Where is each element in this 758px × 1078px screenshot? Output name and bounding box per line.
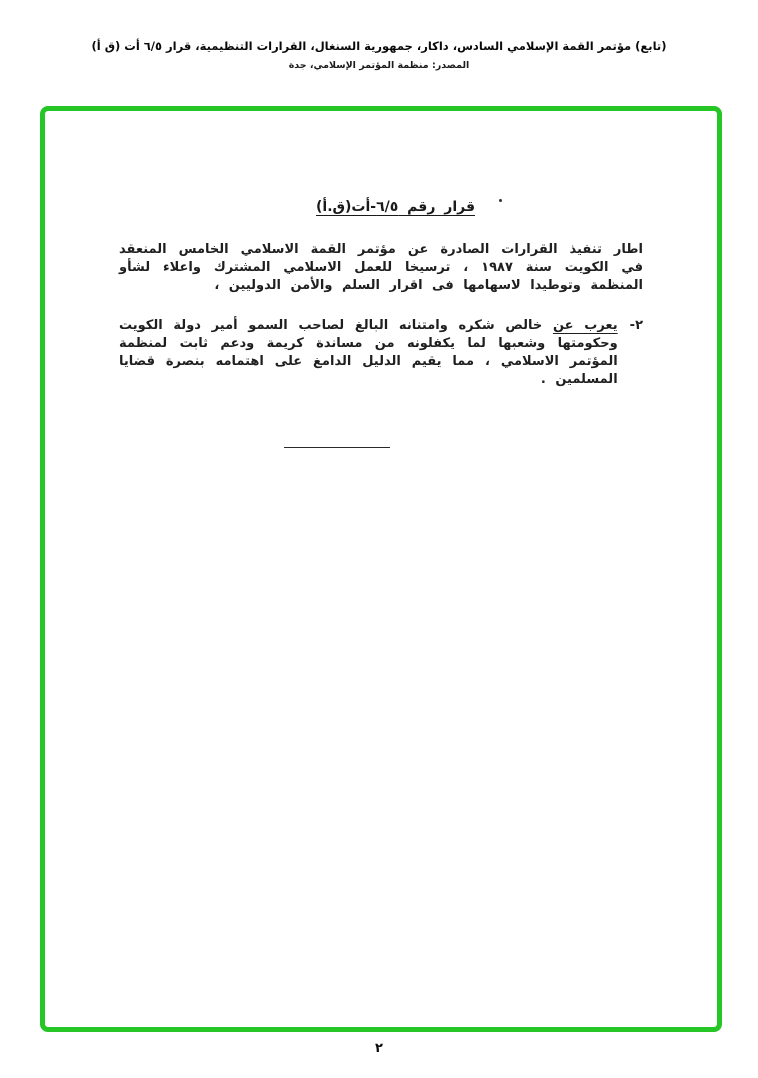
resolution-title: قرار رقم ٦/٥-أت(ق.أ): [316, 199, 475, 215]
ink-dot-artifact: [499, 199, 502, 202]
document-content: [45, 111, 717, 448]
item-2-lead-underlined: يعرب عن: [552, 318, 618, 333]
resolution-item-2: [119, 317, 643, 389]
header-citation: (تابع) مؤتمر القمة الإسلامي السادس، داكار، جمهورية السنغال، القرارات التنظيمية، قرار ٦/٥ أت (ق أ): [91, 39, 667, 53]
preamble-paragraph: اطار تنفيذ القرارات الصادرة عن مؤتمر القمة الاسلامي الخامس المنعقد في الكويت سنة ١٩٨٧ ، ترسيخا للعمل الاسلامي المشترك واعلاء لشأو المنظمة وتوطيدا لاسهامها فى اقرار السلم والأمن الدوليين ،: [119, 242, 643, 293]
title-row: [119, 196, 643, 215]
item-2-number: ٢-: [629, 318, 643, 333]
item-2-paragraph: [119, 317, 618, 389]
item-2-text: خالص شكره وامتنانه البالغ لصاحب السمو أمير دولة الكويت وحكومتها وشعبها لما يكفلونه من مساندة كريمة ودعم ثابت لمنظمة المؤتمر الاسلامي ، مما يقيم الدليل الدامغ على اهتمامه بنصرة قضايا المسلمين .: [119, 318, 618, 387]
page-number: ٢: [375, 1041, 383, 1056]
section-divider: [284, 447, 390, 448]
page-header: [0, 38, 758, 71]
document-frame: [40, 106, 722, 1032]
header-source: المصدر: منظمة المؤتمر الإسلامي، جدة: [288, 60, 470, 71]
